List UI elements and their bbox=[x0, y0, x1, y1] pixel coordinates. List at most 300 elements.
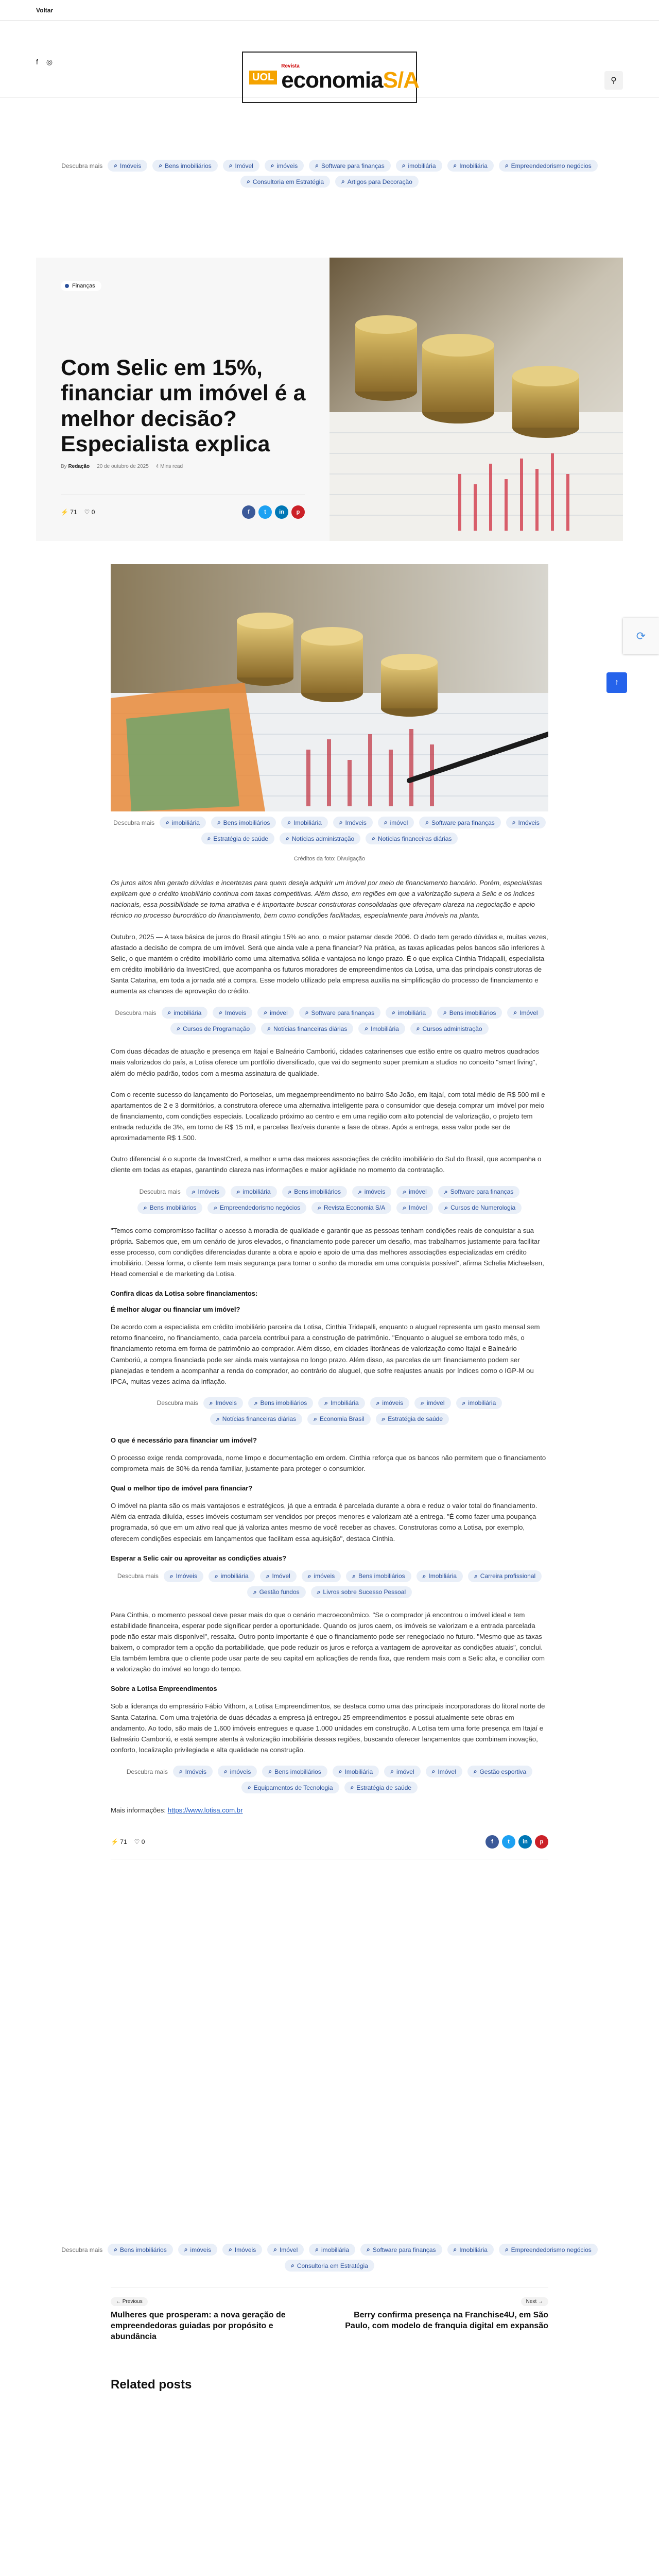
tag-chip[interactable] bbox=[201, 833, 274, 844]
article-paragraph: O processo exige renda comprovada, nome limpo e documentação em ordem. Cinthia reforça que os bancos não permitem que o financiamento comprometa mais de 30% da renda familiar, justamente para proteger o consumidor. bbox=[111, 1453, 546, 1472]
tag-label: Consultoria em Estratégia bbox=[297, 2262, 368, 2269]
search-icon: ⌕ bbox=[266, 1572, 270, 1580]
search-icon: ⌕ bbox=[431, 1768, 436, 1775]
search-icon: ⌕ bbox=[324, 1399, 328, 1406]
more-info-link[interactable]: https://www.lotisa.com.br bbox=[167, 1806, 243, 1814]
search-icon: ⌕ bbox=[505, 2246, 509, 2253]
tag-chip[interactable] bbox=[499, 2244, 598, 2256]
article-paragraph: Com o recente sucesso do lançamento do Portoselas, um megaempreendimento no bairro São João, em Itajaí, com total médio de R$ 500 mil e apartamentos de 2 e 3 dormitórios, a construtora oferece uma alternativa inteligente para o consumidor que deseja comprar um imóvel por meio de financiamento, com condições especiais. Localizado próximo ao centro e em uma região com alto potencial de valorização, o projeto tem entrada reduzida de 3%, em torno de R$ 15 mil, e parcelas flexíveis durante a fase de obras. Após a entrega, essa valor pode ser de aproximadamente R$ 1.500. bbox=[111, 1090, 545, 1142]
search-icon: ⌕ bbox=[338, 1768, 342, 1775]
article bbox=[111, 564, 548, 1859]
tag-label: Imobiliária bbox=[459, 2246, 488, 2253]
tag-chip[interactable] bbox=[203, 1397, 243, 1409]
tag-label: Imóveis bbox=[176, 1572, 197, 1580]
tag-label: Empreendedorismo negócios bbox=[220, 1204, 301, 1211]
search-icon: ⌕ bbox=[444, 1204, 448, 1211]
tag-chip[interactable] bbox=[376, 1413, 449, 1425]
tag-chip[interactable] bbox=[333, 1766, 379, 1777]
logo-subtitle: Revista bbox=[281, 63, 300, 69]
tag-chip[interactable] bbox=[164, 1570, 203, 1582]
tag-chip[interactable] bbox=[260, 1570, 297, 1582]
tag-chip[interactable] bbox=[352, 1186, 391, 1198]
back-link[interactable]: Voltar bbox=[36, 6, 54, 14]
search-icon: ⌕ bbox=[443, 1009, 447, 1016]
article-paragraph: De acordo com a especialista em crédito imobiliário parceira da Lotisa, Cinthia Tridapalli, enquanto o aluguel representa um gasto mensal sem retorno financeiro, no financiamento, cada parcela contribui para a construção de patrimônio. "Enquanto o aluguel se embora todo mês, o financiamento retorna em forma de patrimônio ao comprador. Além disso, em cidades litorâneas de valorização como Itajaí e Balneário Camboriú, a compra financiada pode ser ainda mais vantajosa no longo prazo. Além disso, as parcelas de um financiamento podem ser planejadas e tendem a acompanhar a renda do comprador, ao contrário do aluguel, que sofre reajustes anuais por índices como o IGP-M ou IPCA, muitas vezes acima da inflação. bbox=[111, 1323, 540, 1385]
article-paragraph: Com duas décadas de atuação e presença em Itajaí e Balneário Camboriú, cidades catarinenses que estão entre os quatro metros quadrados mais valorizados do país, a Lotisa oferece um portfólio diversificado, que vai do segmento super premium a studios no conceito "smart living", além do médio padrão, todos com a mesma assinatura de qualidade. bbox=[111, 1047, 540, 1077]
related-posts-heading: Related posts bbox=[111, 2378, 192, 2392]
tag-label: Software para finanças bbox=[450, 1188, 514, 1195]
search-icon: ⌕ bbox=[513, 1009, 517, 1016]
section-heading: Esperar a Selic cair ou aproveitar as condições atuais? bbox=[111, 1554, 287, 1562]
search-icon: ⌕ bbox=[184, 2246, 188, 2253]
tag-label: Cursos de Numerologia bbox=[450, 1204, 516, 1211]
tag-label: Imobiliária bbox=[428, 1572, 457, 1580]
tag-label: Software para finanças bbox=[431, 819, 495, 826]
top-tags bbox=[57, 160, 602, 188]
pinterest-share-icon[interactable]: p bbox=[535, 1835, 548, 1849]
article-lead: Os juros altos têm gerado dúvidas e incertezas para quem deseja adquirir um imóvel por meio de financiamento bancário. Porém, especialistas explicam que o crédito imobiliário continua com taxas competitivas. Além disso, em regiões em que a valorização supera a Selic e os índices nacionais, essa possibilidade se torna atrativa e é importante buscar construtoras consolidadas que ofereçam clareza na negociação e apoio técnico no processo burocrático do financiamento, bem como condições facilitadas, especialmente para imóveis na planta. bbox=[111, 879, 542, 920]
tag-label: Notícias financeiras diárias bbox=[222, 1415, 297, 1423]
search-icon: ⌕ bbox=[179, 1768, 183, 1775]
tag-label: imóvel bbox=[409, 1188, 427, 1195]
tag-chip[interactable] bbox=[499, 160, 598, 172]
tag-label: Bens imobiliários bbox=[260, 1399, 307, 1407]
tag-label: Gestão esportiva bbox=[479, 1768, 527, 1775]
tag-label: imóvel bbox=[396, 1768, 414, 1775]
tag-label: Revista Economia S/A bbox=[323, 1204, 386, 1211]
inline-tags: Descubra mais ⌕ imobiliária ⌕ Imóveis ⌕ imóvel ⌕ Software para finanças ⌕ imobiliária ⌕ Bens imobiliários ⌕ Imóvel ⌕ Cursos de Programação ⌕ Notícias financeiras diárias ⌕ Imobiliária ⌕ Cursos administração bbox=[111, 1007, 548, 1035]
search-icon: ⌕ bbox=[505, 162, 509, 169]
tag-label: Estratégia de saúde bbox=[213, 835, 269, 842]
tag-chip[interactable] bbox=[396, 160, 442, 172]
tag-label: Empreendedorismo negócios bbox=[511, 2246, 592, 2253]
tag-label: Artigos para Decoração bbox=[347, 178, 412, 185]
search-icon: ⌕ bbox=[267, 1025, 271, 1032]
hero-footer bbox=[61, 495, 305, 519]
search-icon: ⌕ bbox=[314, 1415, 317, 1422]
search-icon: ⌕ bbox=[214, 1572, 218, 1580]
search-icon: ⌕ bbox=[167, 1009, 171, 1016]
topbar bbox=[0, 0, 659, 21]
comments-count[interactable]: ♡ 0 bbox=[134, 1838, 145, 1846]
tag-chip[interactable] bbox=[318, 1397, 365, 1409]
tag-chip[interactable] bbox=[282, 1186, 347, 1198]
previous-post[interactable] bbox=[111, 2296, 317, 2342]
tag-label: Imóvel bbox=[519, 1009, 538, 1016]
search-icon: ⌕ bbox=[159, 162, 163, 169]
inline-tags: Descubra mais ⌕ Imóveis ⌕ Bens imobiliários ⌕ Imobiliária ⌕ imóveis ⌕ imóvel ⌕ imobiliária ⌕ Notícias financeiras diárias ⌕ Economia Brasil ⌕ Estratégia de saúde bbox=[111, 1397, 548, 1425]
tag-label: Imóveis bbox=[225, 1009, 247, 1016]
search-icon: ⌕ bbox=[229, 2246, 232, 2253]
search-icon: ⌕ bbox=[247, 178, 250, 185]
search-icon: ⌕ bbox=[207, 835, 211, 842]
tag-chip[interactable] bbox=[178, 2244, 217, 2256]
coins-chart-photo bbox=[330, 258, 623, 541]
tag-chip[interactable] bbox=[311, 1586, 412, 1598]
category-badge[interactable]: Finanças bbox=[61, 281, 101, 291]
tag-chip[interactable] bbox=[307, 1413, 370, 1425]
tag-label: Bens imobiliários bbox=[358, 1572, 405, 1580]
search-icon: ⌕ bbox=[317, 1588, 321, 1596]
tag-chip[interactable] bbox=[257, 1007, 293, 1019]
search-icon: ⌕ bbox=[453, 162, 457, 169]
tag-chip[interactable] bbox=[507, 1007, 544, 1019]
views-count: ⚡ 71 bbox=[61, 509, 77, 516]
article-paragraph: Outro diferencial é o suporte da InvestCred, a melhor e uma das maiores associações de crédito imobiliário do Sul do Brasil, que acompanha o cliente em todas as etapas, garantindo clareza nas informações e maior agilidade no momento da contratação. bbox=[111, 1155, 542, 1174]
tag-chip[interactable] bbox=[261, 1023, 353, 1035]
search-icon: ⌕ bbox=[264, 1009, 268, 1016]
tag-chip[interactable] bbox=[240, 176, 330, 188]
search-icon: ⌕ bbox=[307, 1572, 311, 1580]
next-post[interactable] bbox=[342, 2296, 548, 2342]
tag-chip[interactable] bbox=[456, 1397, 502, 1409]
article-image bbox=[111, 564, 548, 811]
tag-chip[interactable] bbox=[241, 1782, 339, 1793]
tag-label: Bens imobiliários bbox=[165, 162, 212, 170]
search-icon: ⌕ bbox=[367, 2246, 370, 2253]
tag-chip[interactable] bbox=[309, 2244, 355, 2256]
search-icon: ⌕ bbox=[247, 1784, 251, 1791]
tag-label: Notícias administração bbox=[291, 835, 355, 842]
tag-label: Imóvel bbox=[279, 2246, 298, 2253]
tag-chip[interactable] bbox=[211, 817, 276, 828]
search-icon: ⌕ bbox=[253, 1588, 257, 1596]
tag-label: imobiliária bbox=[321, 2246, 350, 2253]
tag-chip[interactable] bbox=[333, 817, 373, 828]
tag-chip[interactable] bbox=[207, 1202, 306, 1214]
tag-chip[interactable] bbox=[173, 1766, 213, 1777]
search-icon: ⌕ bbox=[339, 819, 343, 826]
search-icon: ⌕ bbox=[384, 819, 388, 826]
search-icon: ⌕ bbox=[372, 835, 375, 842]
search-icon: ⌕ bbox=[444, 1188, 448, 1195]
tag-chip[interactable] bbox=[265, 160, 304, 172]
search-icon: ⌕ bbox=[288, 1188, 292, 1195]
twitter-share-icon[interactable]: t bbox=[258, 505, 272, 519]
tag-label: Imóveis bbox=[198, 1188, 219, 1195]
tag-label: Bens imobiliários bbox=[223, 819, 270, 826]
article-paragraph: Para Cinthia, o momento pessoal deve pesar mais do que o cenário macroeconômico. "Se o comprador já encontrou o imóvel ideal e tem estabilidade financeira, esperar pode significar perder a oportunidade. Quando os juros caem, os imóveis se valorizam e a entrada parcelada pode não estar mais disponível", ressalta. Outro ponto importante é que o financiamento pode ser renegociado no futuro. "Mesmo que as taxas baixem, o comprador tem a opção da portabilidade, que pode reduzir os juros e reforça a vantagem de aproveitar as condições atuais", conclui. Ela também lembra que o cliente pode usar parte de seu capital em aplicações de renda fixa, que rendem mais com a Selic alta, e conciliar com a valorização do imóvel ao longo do tempo. bbox=[111, 1611, 545, 1673]
tag-label: Bens imobiliários bbox=[294, 1188, 341, 1195]
tag-label: Carreira profissional bbox=[480, 1572, 536, 1580]
post-navigation bbox=[111, 2287, 548, 2342]
tag-chip[interactable] bbox=[414, 1397, 450, 1409]
tag-chip[interactable] bbox=[360, 2244, 442, 2256]
site-logo[interactable] bbox=[242, 52, 417, 103]
read-time: 4 Mins read bbox=[155, 464, 183, 469]
search-icon: ⌕ bbox=[270, 162, 274, 169]
tag-chip[interactable] bbox=[152, 160, 217, 172]
previous-post-title[interactable]: Mulheres que prosperam: a nova geração de empreendedoras guiadas por propósito e abundância bbox=[111, 2311, 286, 2341]
post-meta bbox=[61, 464, 183, 469]
search-icon: ⌕ bbox=[287, 819, 291, 826]
tag-label: Economia Brasil bbox=[319, 1415, 365, 1423]
tag-label: Imobiliária bbox=[459, 162, 488, 170]
section-heading: O que é necessário para financiar um imóvel? bbox=[111, 1436, 257, 1444]
section-heading: Confira dicas da Lotisa sobre financiamentos: bbox=[111, 1290, 258, 1298]
tag-chip[interactable] bbox=[160, 817, 206, 828]
tag-chip[interactable] bbox=[426, 1766, 462, 1777]
tag-label: Software para finanças bbox=[311, 1009, 375, 1016]
tag-chip[interactable] bbox=[248, 1397, 313, 1409]
search-icon: ⌕ bbox=[219, 1009, 222, 1016]
tag-label: Imobiliária bbox=[371, 1025, 399, 1032]
tag-chip[interactable] bbox=[438, 1186, 519, 1198]
article-paragraph: O imóvel na planta são os mais vantajosos e estratégicos, já que a entrada é parcelada durante a obra e reduz o valor total do financiamento. Além da entrada diluída, esses imóveis costumam ser vendidos por preços menores e valorizam até a entrega. "É como fazer uma poupança programada, só que em um ativo real que já valoriza antes mesmo de você receber as chaves. Construtoras como a Lotisa, por exemplo, oferecem condições especiais em lançamentos que facilitam essa aquisição", destaca Cinthia. bbox=[111, 1502, 537, 1543]
tag-chip[interactable] bbox=[108, 160, 147, 172]
search-icon: ⌕ bbox=[512, 819, 516, 826]
search-icon: ⌕ bbox=[416, 1025, 420, 1032]
tag-label: Imobiliária bbox=[330, 1399, 359, 1407]
search-icon: ⌕ bbox=[403, 1188, 407, 1195]
search-icon: ⌕ bbox=[268, 1768, 272, 1775]
search-icon: ⌕ bbox=[365, 1025, 369, 1032]
tag-chip[interactable] bbox=[218, 1766, 257, 1777]
section-heading: É melhor alugar ou financiar um imóvel? bbox=[111, 1306, 240, 1314]
tag-chip[interactable] bbox=[231, 1186, 277, 1198]
next-label: Next → bbox=[521, 2297, 548, 2306]
logo-uol: UOL bbox=[249, 71, 277, 84]
tag-chip[interactable] bbox=[366, 833, 458, 844]
section-heading: Qual o melhor tipo de imóvel para financiar? bbox=[111, 1484, 253, 1493]
tag-label: Imóvel bbox=[408, 1204, 427, 1211]
tag-chip[interactable] bbox=[346, 1570, 411, 1582]
tag-label: imóveis bbox=[314, 1572, 335, 1580]
search-icon: ⌕ bbox=[392, 1009, 395, 1016]
post-date: 20 de outubro de 2025 bbox=[97, 464, 149, 469]
search-icon: ⌕ bbox=[286, 835, 289, 842]
tag-chip[interactable] bbox=[186, 1186, 226, 1198]
search-icon: ⌕ bbox=[402, 162, 406, 169]
tag-chip[interactable] bbox=[384, 1766, 420, 1777]
facebook-share-icon[interactable]: f bbox=[242, 505, 255, 519]
hero-image bbox=[330, 258, 623, 541]
tag-chip[interactable] bbox=[410, 1023, 489, 1035]
search-icon: ⌕ bbox=[114, 162, 117, 169]
tag-label: Bens imobiliários bbox=[119, 2246, 167, 2253]
search-icon: ⌕ bbox=[390, 1768, 394, 1775]
tag-chip[interactable] bbox=[396, 1202, 433, 1214]
twitter-share-icon[interactable]: t bbox=[502, 1835, 515, 1849]
tag-chip[interactable] bbox=[447, 2244, 494, 2256]
tag-label: Bens imobiliários bbox=[149, 1204, 197, 1211]
search-icon: ⌕ bbox=[315, 2246, 319, 2253]
tag-chip[interactable] bbox=[222, 2244, 262, 2256]
tag-label: Imóveis bbox=[119, 162, 142, 170]
search-icon: ⌕ bbox=[229, 162, 233, 169]
tag-label: Software para finanças bbox=[372, 2246, 436, 2253]
tag-label: imobiliária bbox=[220, 1572, 249, 1580]
tag-label: Estratégia de saúde bbox=[388, 1415, 443, 1423]
tag-chip[interactable] bbox=[210, 1413, 302, 1425]
tag-chip[interactable] bbox=[170, 1023, 256, 1035]
search-icon: ⌕ bbox=[403, 1204, 406, 1211]
tag-chip[interactable] bbox=[223, 160, 259, 172]
comments-count[interactable]: ♡ 0 bbox=[84, 509, 95, 516]
tag-label: imobiliária bbox=[408, 162, 436, 170]
tag-chip[interactable] bbox=[396, 1186, 432, 1198]
tag-chip[interactable] bbox=[419, 817, 500, 828]
tag-label: imobiliária bbox=[242, 1188, 271, 1195]
tag-label: Imóvel bbox=[235, 162, 253, 170]
tag-label: Empreendedorismo negócios bbox=[511, 162, 592, 170]
search-icon: ⌕ bbox=[143, 1204, 147, 1211]
image-caption: Créditos da foto: Divulgação bbox=[293, 856, 366, 862]
previous-label: ← Previous bbox=[111, 2297, 148, 2306]
search-icon: ⌕ bbox=[315, 162, 319, 169]
tag-chip[interactable] bbox=[370, 1397, 409, 1409]
tag-label: Imóveis bbox=[215, 1399, 237, 1407]
article-paragraph: Outubro, 2025 — A taxa básica de juros do Brasil atingiu 15% ao ano, o maior patamar desde 2006. O dado tem gerado dúvidas e, muitas vezes, afastado a decisão de compra de um imóvel. Será que ainda vale a pena financiar? Na prática, as taxas aplicadas pelos bancos são inferiores à Selic, o que mantém o crédito imobiliário como uma alternativa sólida e vantajosa no longo prazo. É o que explica Cinthia Tridapalli, especialista em crédito imobiliário da InvestCred, que acompanha os futuros moradores de empreendimentos da Lotisa, uma das principais construtoras de Santa Catarina, em toda a jornada até a compra. Esse modelo utilizado pela empresa auxilia na simplificação do processo de financiamento e aumenta as chances de aprovação do crédito. bbox=[111, 933, 548, 995]
tag-label: Cursos administração bbox=[422, 1025, 482, 1032]
tag-chip[interactable] bbox=[335, 176, 419, 188]
tag-chip[interactable] bbox=[137, 1202, 202, 1214]
search-icon: ⌕ bbox=[177, 1025, 181, 1032]
tag-chip[interactable] bbox=[467, 1766, 532, 1777]
tag-chip[interactable] bbox=[417, 1570, 463, 1582]
tag-chip[interactable] bbox=[468, 1570, 542, 1582]
search-icon: ⌕ bbox=[425, 819, 429, 826]
money-chart-photo bbox=[111, 564, 548, 811]
tag-chip[interactable] bbox=[506, 817, 546, 828]
tag-chip[interactable] bbox=[311, 1202, 391, 1214]
tag-chip[interactable] bbox=[438, 1202, 522, 1214]
tag-label: Bens imobiliários bbox=[449, 1009, 496, 1016]
tag-label: Imobiliária bbox=[344, 1768, 373, 1775]
tag-label: imóveis bbox=[190, 2246, 212, 2253]
tag-label: Livros sobre Sucesso Pessoal bbox=[323, 1588, 406, 1596]
tag-label: Estratégia de saúde bbox=[356, 1784, 412, 1791]
tag-chip[interactable] bbox=[213, 1007, 252, 1019]
tag-label: imobiliária bbox=[171, 819, 200, 826]
tag-chip[interactable] bbox=[386, 1007, 432, 1019]
search-icon: ⌕ bbox=[273, 2246, 277, 2253]
facebook-share-icon[interactable]: f bbox=[485, 1835, 499, 1849]
search-icon[interactable]: ⚲ bbox=[604, 71, 623, 90]
tag-chip[interactable] bbox=[281, 817, 327, 828]
tag-label: imóveis bbox=[276, 162, 298, 170]
search-icon: ⌕ bbox=[352, 1572, 356, 1580]
tag-label: Imobiliária bbox=[293, 819, 322, 826]
tag-label: Imóvel bbox=[272, 1572, 290, 1580]
search-icon: ⌕ bbox=[462, 1399, 466, 1406]
tag-chip[interactable] bbox=[358, 1023, 405, 1035]
views-count: ⚡ 71 bbox=[111, 1838, 127, 1846]
tag-label: Imóveis bbox=[234, 2246, 256, 2253]
linkedin-share-icon[interactable]: in bbox=[275, 505, 288, 519]
tag-chip[interactable] bbox=[344, 1782, 418, 1793]
tag-chip[interactable] bbox=[447, 160, 494, 172]
tag-label: imobiliária bbox=[397, 1009, 426, 1016]
image-tags: Descubra mais ⌕ imobiliária ⌕ Bens imobiliários ⌕ Imobiliária ⌕ Imóveis ⌕ imóvel ⌕ Software para finanças ⌕ Imóveis ⌕ Estratégia de saúde ⌕ Notícias administração ⌕ Notícias financeiras diárias bbox=[111, 817, 548, 844]
tag-chip[interactable] bbox=[262, 1766, 327, 1777]
tag-label: Imóvel bbox=[438, 1768, 456, 1775]
search-icon: ⌕ bbox=[254, 1399, 258, 1406]
tag-label: Bens imobiliários bbox=[274, 1768, 321, 1775]
next-post-title[interactable]: Berry confirma presença na Franchise4U, em São Paulo, com modelo de franquia digital em expansão bbox=[345, 2311, 548, 2330]
tag-chip[interactable] bbox=[302, 1570, 341, 1582]
tag-chip[interactable] bbox=[299, 1007, 380, 1019]
inline-tags: Descubra mais ⌕ Imóveis ⌕ imóveis ⌕ Bens imobiliários ⌕ Imobiliária ⌕ imóvel ⌕ Imóvel ⌕ Gestão esportiva ⌕ Equipamentos de Tecnologia ⌕ Estratégia de saúde bbox=[111, 1766, 548, 1793]
tag-chip[interactable] bbox=[309, 160, 390, 172]
tag-label: imobiliária bbox=[174, 1009, 202, 1016]
tag-label: Gestão fundos bbox=[259, 1588, 300, 1596]
inline-tags: Descubra mais ⌕ Imóveis ⌕ imobiliária ⌕ Bens imobiliários ⌕ imóveis ⌕ imóvel ⌕ Software para finanças ⌕ Bens imobiliários ⌕ Empreendedorismo negócios ⌕ Revista Economia S/A ⌕ Imóvel ⌕ Cursos de Numerologia bbox=[111, 1186, 548, 1214]
back-to-top-button[interactable]: ↑ bbox=[606, 672, 627, 693]
more-info: Mais informações: https://www.lotisa.com.br bbox=[111, 1806, 243, 1814]
facebook-icon[interactable]: f bbox=[36, 58, 38, 66]
search-icon: ⌕ bbox=[474, 1572, 478, 1580]
search-icon: ⌕ bbox=[214, 1204, 218, 1211]
tag-label: Software para finanças bbox=[321, 162, 385, 170]
search-icon: ⌕ bbox=[223, 1768, 228, 1775]
search-icon: ⌕ bbox=[305, 1009, 309, 1016]
tag-chip[interactable] bbox=[108, 2244, 172, 2256]
tag-label: Notícias financeiras diárias bbox=[377, 835, 452, 842]
tag-label: imóvel bbox=[390, 819, 408, 826]
search-icon: ⌕ bbox=[209, 1399, 213, 1406]
tag-chip[interactable] bbox=[247, 1586, 306, 1598]
tag-label: Notícias financeiras diárias bbox=[273, 1025, 348, 1032]
article-paragraph: Sob a liderança do empresário Fábio Vithorn, a Lotisa Empreendimentos, se destaca como uma das principais incorporadoras do litoral norte de Santa Catarina. Com uma trajetória de duas décadas a empresa já entregou 25 empreendimentos e possui atualmente sete obras em andamento. Ao todo, são mais de 1.600 imóveis entregues e quase 1.000 unidades em construção. A Lotisa tem uma forte presença em Itajaí e Balneário Camboriú, e está sempre atenta à valorização imobiliária dessas regiões, buscando oferecer lançamentos que combinam inovação, conforto, localização privilegiada e alta qualidade na construção. bbox=[111, 1702, 545, 1754]
tag-label: Cursos de Programação bbox=[183, 1025, 250, 1032]
tag-label: Equipamentos de Tecnologia bbox=[253, 1784, 333, 1791]
linkedin-share-icon[interactable]: in bbox=[518, 1835, 532, 1849]
tag-chip[interactable] bbox=[267, 2244, 304, 2256]
share-buttons bbox=[242, 505, 305, 519]
bottom-tags: Descubra mais ⌕ Bens imobiliários ⌕ imóveis ⌕ Imóveis ⌕ Imóvel ⌕ imobiliária ⌕ Software para finanças ⌕ Imobiliária ⌕ Empreendedorismo negócios ⌕ Consultoria em Estratégia bbox=[57, 2244, 602, 2272]
recaptcha-icon[interactable]: ⟳ bbox=[623, 618, 659, 654]
logo-wordmark: economiaS/A bbox=[281, 67, 419, 93]
search-icon: ⌕ bbox=[358, 1188, 362, 1195]
tag-label: Consultoria em Estratégia bbox=[252, 178, 324, 185]
search-icon: ⌕ bbox=[422, 1572, 426, 1580]
tag-chip[interactable] bbox=[209, 1570, 255, 1582]
tag-chip[interactable] bbox=[285, 2260, 374, 2272]
search-icon: ⌕ bbox=[291, 2262, 294, 2269]
search-icon: ⌕ bbox=[341, 178, 345, 185]
search-icon: ⌕ bbox=[473, 1768, 477, 1775]
tags-label: Descubra mais bbox=[61, 162, 103, 170]
tag-label: imóvel bbox=[270, 1009, 288, 1016]
tag-label: imobiliária bbox=[468, 1399, 496, 1407]
tag-label: imóveis bbox=[230, 1768, 251, 1775]
tag-label: imóveis bbox=[364, 1188, 386, 1195]
tag-label: imóveis bbox=[382, 1399, 404, 1407]
search-icon: ⌕ bbox=[217, 819, 221, 826]
search-icon: ⌕ bbox=[169, 1572, 174, 1580]
search-icon: ⌕ bbox=[453, 2246, 457, 2253]
section-heading: Sobre a Lotisa Empreendimentos bbox=[111, 1685, 217, 1693]
tag-chip[interactable] bbox=[162, 1007, 208, 1019]
instagram-icon[interactable]: ◎ bbox=[46, 58, 53, 66]
tag-chip[interactable] bbox=[378, 817, 414, 828]
author[interactable]: By Redação bbox=[61, 464, 90, 469]
search-icon: ⌕ bbox=[166, 819, 169, 826]
inline-tags: Descubra mais ⌕ Imóveis ⌕ imobiliária ⌕ Imóvel ⌕ imóveis ⌕ Bens imobiliários ⌕ Imobiliária ⌕ Carreira profissional ⌕ Gestão fundos ⌕ Livros sobre Sucesso Pessoal bbox=[111, 1570, 548, 1598]
tag-chip[interactable] bbox=[280, 833, 360, 844]
tag-label: Imóveis bbox=[345, 819, 367, 826]
tag-chip[interactable] bbox=[437, 1007, 502, 1019]
pinterest-share-icon[interactable]: p bbox=[291, 505, 305, 519]
category-dot-icon bbox=[65, 284, 69, 288]
tag-label: Imóveis bbox=[518, 819, 540, 826]
social-links bbox=[36, 58, 53, 66]
search-icon: ⌕ bbox=[114, 2246, 117, 2253]
article-quote: "Temos como compromisso facilitar o acesso à moradia de qualidade e garantir que as pessoas tenham condições reais de conquistar a sua própria. Sabemos que, em um cenário de juros elevados, o financiamento pode parecer um desafio, mas trabalhamos justamente para facilitar esse processo, com condições diferenciadas durante a obra e apoio e apoio de uma das melhores associações especializadas em crédito imobiliário. Dessa forma, o cliente tem mais segurança para tornar o sonho da moradia em uma conquista possível", afirma Schelia Michaelsen, Head comercial e de marketing da Lotisa. bbox=[111, 1226, 544, 1278]
search-icon: ⌕ bbox=[421, 1399, 424, 1406]
tag-label: Imóveis bbox=[185, 1768, 206, 1775]
